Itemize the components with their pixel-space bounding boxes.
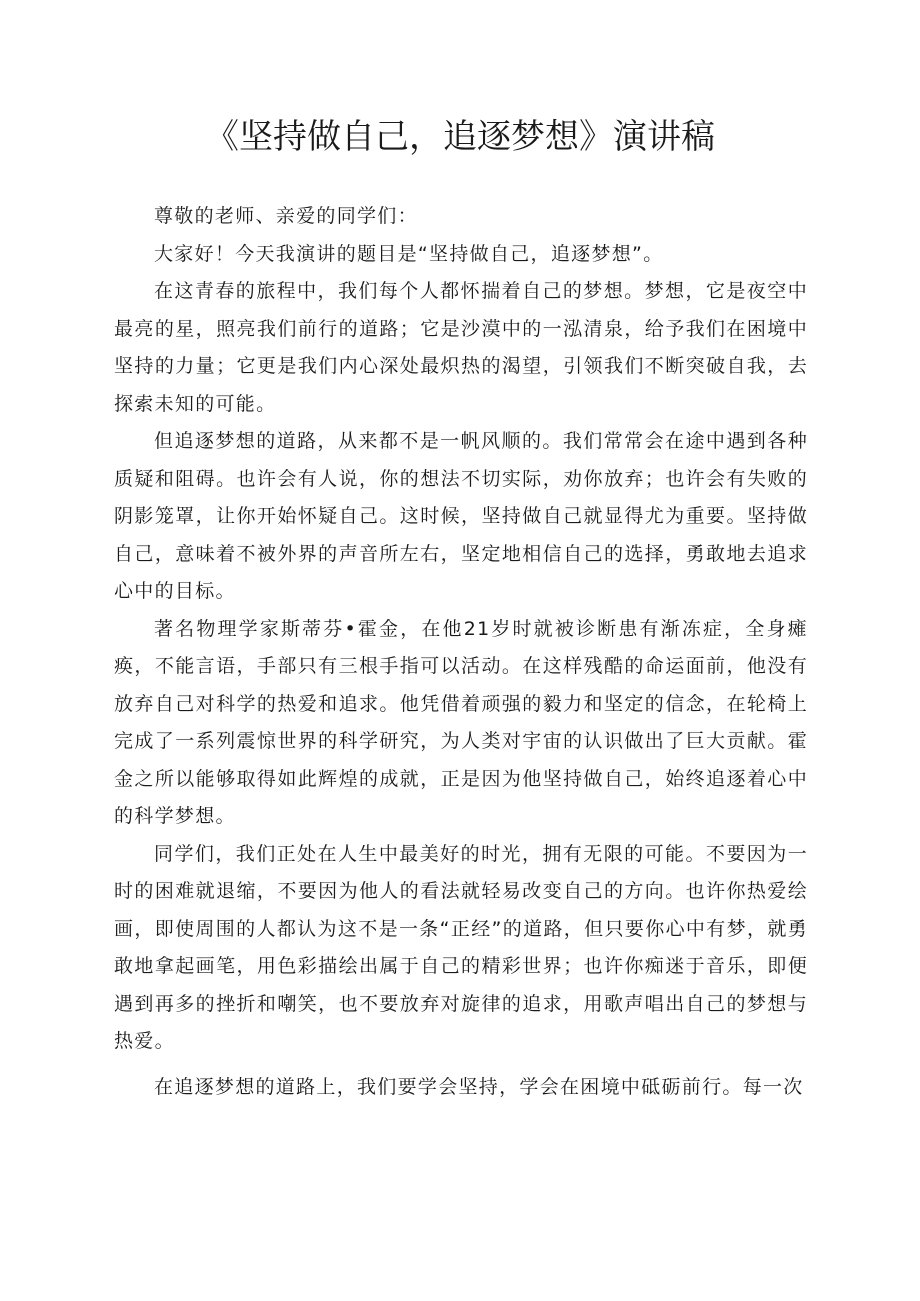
dream-intro-paragraph: 在这青春的旅程中，我们每个人都怀揣着自己的梦想。梦想，它是夜空中最亮的星，照亮我们前行的道路；它是沙漠中的一泓清泉，给予我们在困境中坚持的力量；它更是我们内心深处最炽热的渴望，引领我们不断突破自我，去探索未知的可能。 [114,280,808,415]
persistence-paragraph: 在追逐梦想的道路上，我们要学会坚持，学会在困境中砥砺前行。每一次 [154,1075,804,1098]
hawking-paragraph: 著名物理学家斯蒂芬•霍金，在他21岁时就被诊断患有渐冻症，全身瘫痪，不能言语，手部只有三根手指可以活动。在这样残酷的命运面前，他没有放弃自己对科学的热爱和追求。他凭借着顽强的毅力和坚定的信念，在轮椅上完成了一系列震惊世界的科学研究，为人类对宇宙的认识做出了巨大贡献。霍金之所以能够取得如此辉煌的成就，正是因为他坚持做自己，始终追逐着心中的科学梦想。 [114,617,808,827]
obstacles-paragraph: 但追逐梦想的道路，从来都不是一帆风顺的。我们常常会在途中遇到各种质疑和阻碍。也许会有人说，你的想法不切实际，劝你放弃；也许会有失败的阴影笼罩，让你开始怀疑自己。这时候，坚持做自己就显得尤为重要。坚持做自己，意味着不被外界的声音所左右，坚定地相信自己的选择，勇敢地去追求心中的目标。 [114,430,808,602]
greeting-paragraph: 大家好！今天我演讲的题目是“坚持做自己，追逐梦想”。 [154,242,664,265]
document-body [114,198,808,1106]
salutation-paragraph: 尊敬的老师、亲爱的同学们： [154,205,418,227]
classmates-paragraph: 同学们，我们正处在人生中最美好的时光，拥有无限的可能。不要因为一时的困难就退缩，不要因为他人的看法就轻易改变自己的方向。也许你热爱绘画，即使周围的人都认为这不是一条“正经”的道路，但只要你心中有梦，就勇敢地拿起画笔，用色彩描绘出属于自己的精彩世界；也许你痴迷于音乐，即便遇到再多的挫折和嘲笑，也不要放弃对旋律的追求，用歌声唱出自己的梦想与热爱。 [114,842,808,1052]
document-title: 《坚持做自己，追逐梦想》演讲稿 [205,117,715,157]
